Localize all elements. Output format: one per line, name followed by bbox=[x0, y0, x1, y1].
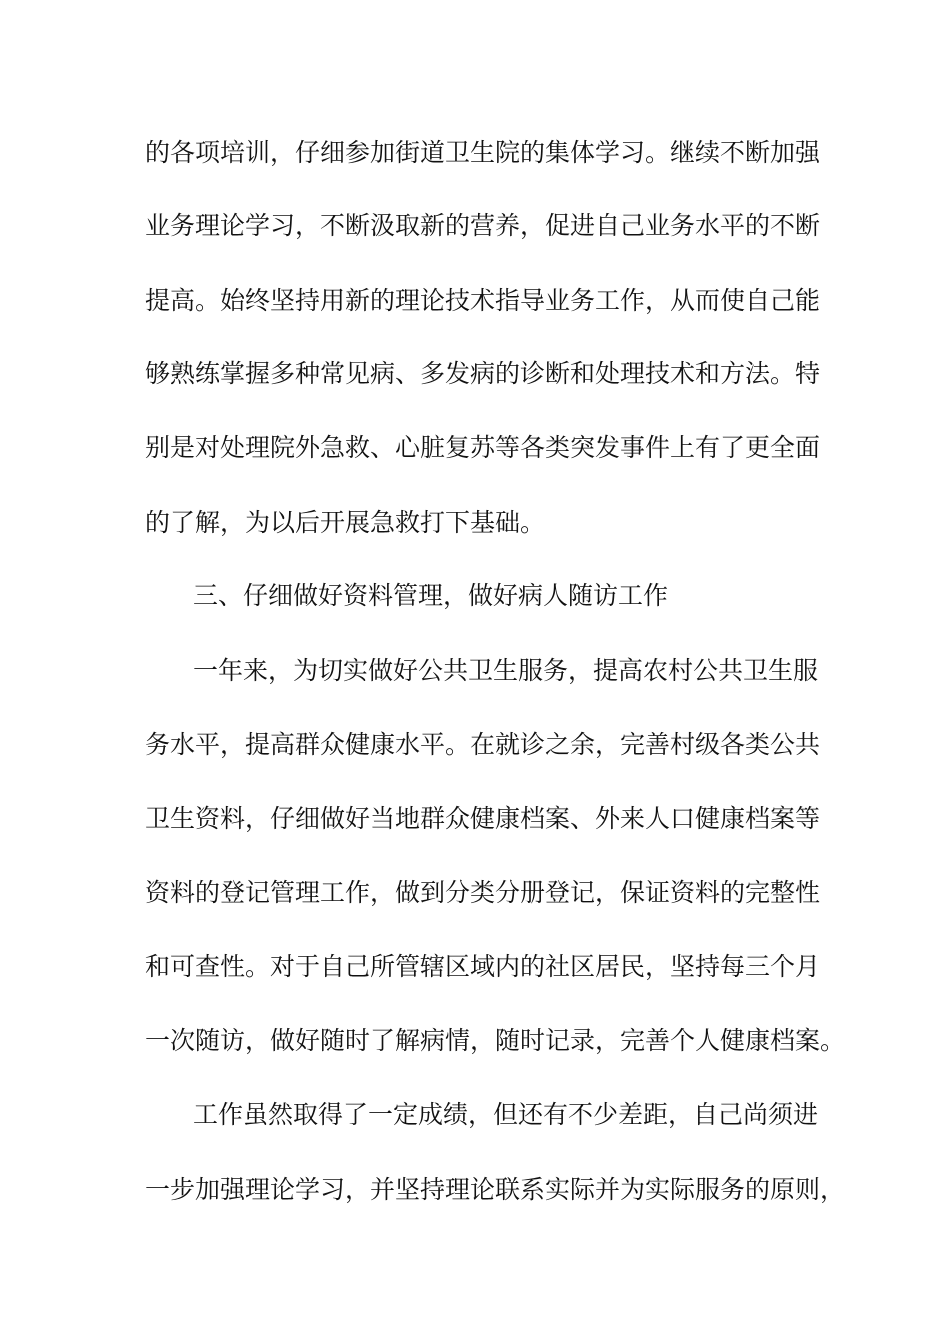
text-line: 提高。始终坚持用新的理论技术指导业务工作，从而使自己能 bbox=[145, 286, 821, 315]
text-line: 一次随访，做好随时了解病情，随时记录，完善个人健康档案。 bbox=[145, 1026, 846, 1055]
text-line: 的各项培训，仔细参加街道卫生院的集体学习。继续不断加强 bbox=[145, 138, 821, 167]
text-line: 务水平，提高群众健康水平。在就诊之余，完善村级各类公共 bbox=[145, 730, 821, 759]
text-line: 的了解，为以后开展急救打下基础。 bbox=[145, 508, 546, 537]
text-line: 够熟练掌握多种常见病、多发病的诊断和处理技术和方法。特 bbox=[145, 359, 821, 388]
text-line: 别是对处理院外急救、心脏复苏等各类突发事件上有了更全面 bbox=[145, 433, 821, 462]
text-line: 业务理论学习，不断汲取新的营养，促进自己业务水平的不断 bbox=[145, 211, 821, 240]
text-line: 卫生资料，仔细做好当地群众健康档案、外来人口健康档案等 bbox=[145, 804, 821, 833]
text-line: 一年来，为切实做好公共卫生服务，提高农村公共卫生服 bbox=[193, 656, 819, 685]
text-line: 一步加强理论学习，并坚持理论联系实际并为实际服务的原则， bbox=[145, 1175, 846, 1204]
text-line: 资料的登记管理工作，做到分类分册登记，保证资料的完整性 bbox=[145, 878, 821, 907]
section-heading: 三、仔细做好资料管理，做好病人随访工作 bbox=[193, 581, 669, 610]
text-line: 工作虽然取得了一定成绩，但还有不少差距，自己尚须进 bbox=[193, 1100, 819, 1129]
text-line: 和可查性。对于自己所管辖区域内的社区居民，坚持每三个月 bbox=[145, 952, 821, 981]
